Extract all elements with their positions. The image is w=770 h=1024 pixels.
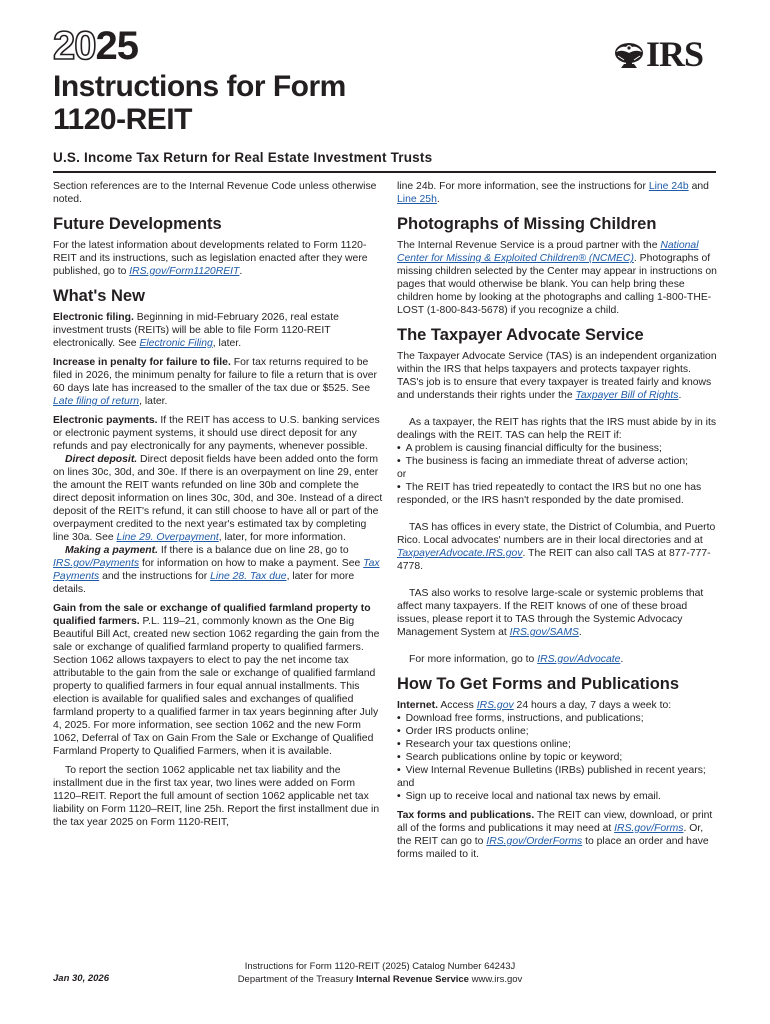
irs-logo-text: IRS [646, 34, 704, 74]
tas-offices-text: TAS has offices in every state, the District of Columbia, and Puerto Rico. Local advocates' numbers are in their local directories and at TaxpayerAdvocate.IRS.gov. The REIT can also call TAS at 877-777-4778. [397, 522, 716, 572]
tas-systemic-text: TAS also works to resolve large-scale or systemic problems that affect many taxpayers. If the REIT knows of one of these broad issues, please report it to TAS through the Systemic Advocacy Management System at IRS.gov/SAMS. [397, 588, 704, 638]
irs-gov-link[interactable]: IRS.gov [476, 700, 514, 711]
electronic-filing-para: Electronic filing. Beginning in mid-February 2026, real estate investment trusts (REITs) will be able to file Form 1120-REIT electronically. See Electronic Filing, later. [53, 312, 339, 349]
payments-link[interactable]: IRS.gov/Payments [53, 558, 140, 569]
list-item: • Search publications online by topic or keyword; [397, 751, 717, 764]
spacer [397, 408, 717, 416]
list-item: • The REIT has tried repeatedly to contact the IRS but no one has responded, or the IRS hasn't responded by the date promised. [397, 481, 717, 507]
spacer [397, 645, 717, 653]
form-year [53, 24, 138, 68]
missing-children-text: The Internal Revenue Service is a proud partner with the National Center for Missing & Exploited Children® (NCMEC). Photographs of missing children selected by the Center may appear in instructions on pages that would otherwise be blank. You can help bring these children home by looking at the photographs and calling 1-800-THE-LOST (1-800-843-5678) if you recognize a child. [397, 240, 717, 316]
internet-text: Internet. Access IRS.gov 24 hours a day, 7 days a week to: [397, 700, 672, 711]
internet-list [397, 712, 717, 803]
future-developments-heading: Future Developments [53, 215, 222, 233]
left-column [53, 180, 383, 835]
list-item: • Order IRS products online; [397, 725, 717, 738]
title-line-2: 1120-REIT [53, 103, 192, 136]
tas-help-list [397, 442, 717, 468]
tax-payments-link[interactable]: Tax Payments [53, 558, 380, 582]
forms-link[interactable]: IRS.gov/Forms [614, 823, 684, 834]
continued-text: line 24b. For more information, see the instructions for Line 24b and Line 25h. [397, 181, 709, 205]
footer-line-1: Instructions for Form 1120-REIT (2025) Catalog Number 64243J [244, 961, 516, 972]
whats-new-heading: What's New [53, 287, 145, 305]
electronic-filing-link[interactable]: Electronic Filing [139, 338, 213, 349]
penalty-para: Increase in penalty for failure to file. For tax returns required to be filed in 2026, the minimum penalty for failure to file a return that is over 60 days late has increased to the smaller of the tax due or $525. See Late filing of return, later. [53, 357, 378, 407]
tax-forms-text: Tax forms and publications. The REIT can view, download, or print all of the forms and publications it may need at IRS.gov/Forms. Or, the REIT can go to IRS.gov/OrderForms to place an order and have forms mailed to it. [397, 810, 713, 860]
overpayment-link[interactable]: Line 29. Overpayment [116, 532, 219, 543]
title-line-1: Instructions for Form [53, 70, 346, 103]
forms-publications-heading: How To Get Forms and Publications [397, 675, 680, 693]
line-24b-link[interactable]: Line 24b [648, 181, 689, 192]
tas-rights-text: As a taxpayer, the REIT has rights that the IRS must abide by in its dealings with the REIT. TAS can help the REIT if: [397, 417, 717, 441]
irs-eagle-icon [612, 38, 646, 72]
page-subtitle: U.S. Income Tax Return for Real Estate Investment Trusts [53, 150, 433, 165]
intro-text: Section references are to the Internal Revenue Code unless otherwise noted. [53, 181, 377, 205]
making-payment-para: Making a payment. If there is a balance due on line 28, go to IRS.gov/Payments for information on how to make a payment. See Tax Payments and the instructions for Line 28. Tax due, later for more details. [53, 545, 380, 595]
order-forms-link[interactable]: IRS.gov/OrderForms [486, 836, 583, 847]
form1120reit-link[interactable]: IRS.gov/Form1120REIT [129, 266, 240, 277]
footer-info [200, 960, 560, 986]
right-column [397, 180, 717, 867]
list-item: • View Internal Revenue Bulletins (IRBs) published in recent years; and [397, 764, 717, 790]
irs-logo [612, 34, 716, 74]
sams-link[interactable]: IRS.gov/SAMS [509, 627, 579, 638]
year-bold: 25 [95, 24, 138, 68]
list-item: • Download free forms, instructions, and publications; [397, 712, 717, 725]
list-item: • The business is facing an immediate threat of adverse action; [397, 455, 717, 468]
taxpayer-bill-of-rights-link[interactable]: Taxpayer Bill of Rights [575, 390, 679, 401]
list-item: • Research your tax questions online; [397, 738, 717, 751]
tax-due-link[interactable]: Line 28. Tax due [210, 571, 287, 582]
year-outline: 20 [53, 24, 96, 68]
late-filing-link[interactable]: Late filing of return [53, 396, 140, 407]
advocate-link[interactable]: IRS.gov/Advocate [537, 654, 621, 665]
footer-date: Jan 30, 2026 [53, 973, 109, 984]
page-title [53, 70, 346, 136]
ncmec-link[interactable]: National Center for Missing & Exploited Children® (NCMEC) [397, 240, 699, 264]
tas-or-text: or [397, 469, 407, 480]
missing-children-heading: Photographs of Missing Children [397, 215, 657, 233]
tas-help-list-2 [397, 481, 717, 507]
tas-more-info-text: For more information, go to IRS.gov/Advocate. [409, 654, 624, 665]
electronic-payments-para: Electronic payments. If the REIT has access to U.S. banking services or electronic payment systems, it should use direct deposit for any refunds and pay electronically for any payments, whenever possible. [53, 415, 380, 452]
footer-line-2: Department of the Treasury Internal Revenue Service www.irs.gov [237, 974, 523, 985]
line-25h-link[interactable]: Line 25h [397, 194, 437, 205]
farmland-gain-para: Gain from the sale or exchange of qualified farmland property to qualified farmers. P.L. 119–21, commonly known as the One Big Beautiful Bill Act, created new section 1062 regarding the gain from the sale or exchange of qualified farmland property to qualified farmers. Section 1062 allows taxpayers to elect to pay the net income tax attributable to the gain from the sale or exchange of qualified farmland property to qualified farmers in four equal annual installments. This election is available for qualified sales and exchanges of qualified farmland property to a qualified farmer in tax years beginning after July 4, 2025. For more information, see section 1062 and the new Form 1062, Deferral of Tax on Gain From the Sale or Exchange of Qualified Farmland Property to Qualified Farmers, when it is available. [53, 603, 380, 757]
future-developments-text: For the latest information about developments related to Form 1120-REIT and its instructions, such as legislation enacted after they were published, go to IRS.gov/Form1120REIT. [53, 240, 368, 277]
tas-intro-text: The Taxpayer Advocate Service (TAS) is an independent organization within the IRS that helps taxpayers and protects taxpayer rights. TAS's job is to ensure that every taxpayer is treated fairly and knows and understands their rights under the Taxpayer Bill of Rights. [397, 351, 717, 401]
section-1062-report-para: To report the section 1062 applicable net tax liability and the installment due in the first tax year, two lines were added on Form 1120–REIT. Report the full amount of section 1062 applicable net tax liability on Form 1120–REIT, line 25h. Report the first installment due in the tax year 2025 on Form 1120-REIT, [53, 765, 380, 828]
taxpayer-advocate-heading: The Taxpayer Advocate Service [397, 326, 644, 344]
list-item: • Sign up to receive local and national tax news by email. [397, 790, 717, 803]
list-item: • A problem is causing financial difficulty for the business; [397, 442, 717, 455]
direct-deposit-para: Direct deposit. Direct deposit fields have been added onto the form on lines 30c, 30d, and 30e. If there is an overpayment on line 29, enter the amount the REIT wants refunded on line 30b and complete the direct deposit information on lines 30c, 30d, and 30e. Instead of a direct deposit of the REIT's refund, it can still choose to have all or part of the overpayment credited to the next year's estimated tax by completing line 30a. See Line 29. Overpayment, later, for more information. [53, 454, 383, 543]
taxpayer-advocate-link[interactable]: TaxpayerAdvocate.IRS.gov [397, 548, 523, 559]
spacer [397, 513, 717, 521]
title-rule [53, 171, 716, 173]
spacer [397, 579, 717, 587]
